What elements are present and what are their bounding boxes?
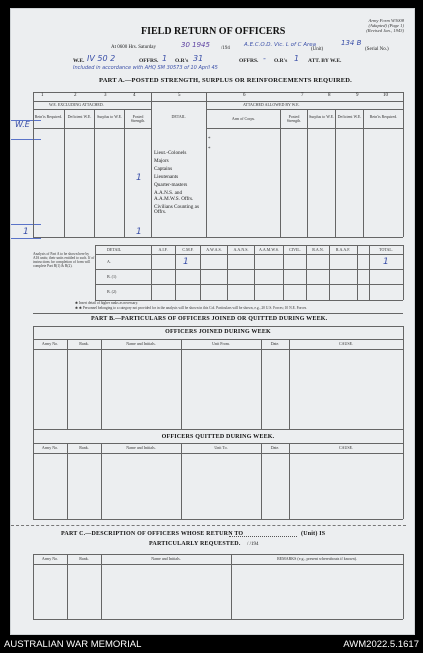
rule [33, 429, 403, 430]
analysis-row-b2: B. (2) [107, 289, 117, 294]
date-stamp: 30 1945 [181, 41, 210, 49]
quitted-col-date: Date. [270, 445, 280, 450]
unit-handwritten: A.E.C.O.D. Vic. L of C Area [244, 42, 317, 48]
serial-handwritten: 134 B [341, 39, 362, 47]
quitted-col-name: Name and Initials. [126, 445, 156, 450]
form-title: FIELD RETURN OF OFFICERS [141, 26, 286, 37]
rule [11, 120, 41, 121]
col-num-1: 1 [41, 93, 44, 98]
analysis-total-value: 1 [383, 257, 389, 267]
rule [206, 109, 403, 110]
rule [67, 443, 68, 519]
offrs-label: OFFRS. [139, 58, 159, 64]
rule [33, 92, 34, 237]
rule [181, 339, 182, 429]
rule [329, 245, 330, 300]
year-field: /194 [221, 46, 230, 51]
quitted-col-army-no: Army No. [41, 445, 59, 450]
quitted-col-unit-to: Unit To. [214, 445, 228, 450]
rule [280, 109, 281, 237]
rule [33, 349, 403, 350]
joined-col-date: Date. [270, 341, 280, 346]
rule [363, 109, 364, 237]
part-b-title: PART B.—PARTICULARS OF OFFICERS JOINED OR QUITTED DURING WEEK. [91, 316, 328, 322]
we-label: W.E. [73, 58, 85, 64]
header-surplus: Surplus to W.E. [96, 114, 123, 119]
offrs2-label: OFFRS. [239, 58, 259, 64]
adapted-label: (Adapted) (Page 1) [368, 23, 404, 29]
rule [403, 245, 404, 300]
part-c-col-army-no: Army No. [41, 556, 59, 561]
col-num-4: 4 [133, 93, 136, 98]
quitted-col-cause: CAUSE. [338, 445, 354, 450]
unit-label: (Unit) [311, 47, 324, 52]
col-num-8: 8 [328, 93, 331, 98]
rule [306, 245, 307, 300]
rank-civilians: Civilians Counting as Offrs. [154, 203, 199, 216]
we-handwritten: IV 50 2 [87, 54, 116, 63]
joined-col-army-no: Army No. [41, 341, 59, 346]
ors2-handwritten: 1 [294, 54, 300, 63]
ors-label: O.R's [175, 58, 189, 64]
rule [33, 554, 403, 555]
rule [11, 525, 406, 526]
analysis-col-aif: A.I.F. [158, 247, 168, 252]
part-c-unit-is: (Unit) IS [301, 531, 326, 537]
rule [33, 429, 34, 519]
rule [33, 519, 403, 520]
rank-majors: Majors [154, 158, 169, 165]
rule [151, 92, 152, 237]
col-num-6: 6 [243, 93, 246, 98]
serial-label: (Serial No.) [365, 47, 389, 52]
joined-col-unit-from: Unit From. [212, 341, 230, 346]
rule [369, 245, 370, 300]
header-reints-right: Rein'ts Required. [369, 114, 398, 119]
rule [307, 109, 308, 237]
rank-lieutenants: Lieutenants [154, 174, 179, 181]
rule [33, 443, 403, 444]
rank-lt-colonels: Lieut.-Colonels [154, 150, 187, 156]
analysis-col-raaf: R.A.A.F. [335, 247, 351, 252]
analysis-col-aans: A.A.N.S. [233, 247, 249, 252]
rule [175, 245, 176, 300]
header-posted: Posted Strength. [130, 114, 146, 124]
col-num-5: 5 [178, 93, 181, 98]
rule [289, 443, 290, 519]
analysis-row-b1: B. (1) [107, 274, 117, 279]
analysis-cmf-value: 1 [183, 257, 189, 267]
at-line: At 0600 Hrs. Saturday [111, 45, 156, 50]
rule [33, 109, 151, 110]
col-num-2: 2 [74, 93, 77, 98]
rule [95, 300, 403, 301]
analysis-col-aamws: A.A.M.W.S. [259, 247, 279, 252]
joined-col-cause: CAUSE. [338, 341, 354, 346]
offrs2-handwritten: - [263, 54, 266, 63]
ors2-label: O.R's [274, 58, 288, 64]
rule [151, 245, 152, 300]
rule [254, 245, 255, 300]
rule [261, 339, 262, 429]
rule [200, 245, 201, 300]
rule [33, 339, 403, 340]
rule [11, 139, 41, 140]
analysis-detail-header: DETAIL [107, 247, 122, 252]
rule [181, 443, 182, 519]
joined-col-rank: Rank. [79, 341, 89, 346]
part-c-col-remarks: REMARKS (e.g., present whereabouts if known). [277, 556, 357, 561]
rank-captains: Captains [154, 166, 173, 173]
we-margin-note: W.E [15, 120, 30, 129]
rule [33, 326, 403, 327]
rule [403, 326, 404, 429]
rank-quartermasters: Quarter-masters [154, 182, 188, 189]
bottom-left-value: 1 [23, 227, 29, 237]
rule [283, 245, 284, 300]
rule [403, 429, 404, 519]
rule [101, 554, 102, 619]
col-num-9: 9 [356, 93, 359, 98]
rule [11, 224, 41, 225]
part-a-title: PART A.—POSTED STRENGTH, SURPLUS OR REINFORCEMENTS REQUIRED. [99, 77, 352, 84]
rank-aans: A.A.N.S. and A.A.M.W.S. Offrs. [154, 190, 194, 203]
analysis-col-total: TOTAL. [379, 247, 393, 252]
rank-list [154, 149, 208, 216]
rule [227, 245, 228, 300]
quitted-title: OFFICERS QUITTED DURING WEEK. [161, 434, 275, 440]
bottom-posted-value: 1 [136, 227, 142, 237]
analysis-col-awas: A.W.A.S. [206, 247, 222, 252]
col-num-7: 7 [301, 93, 304, 98]
offrs-handwritten: 1 [162, 54, 168, 63]
joined-col-name: Name and Initials. [126, 341, 156, 346]
analysis-note: Analysis of Part A to be shown here by AIA units; their units entitled to such. If of instructions for completion of form will complete Part B(1) & B(2). [33, 252, 95, 268]
ors-handwritten: 31 [193, 54, 204, 63]
header-deficient: Deficient W.E. [67, 114, 92, 119]
header-arm-of-corps: Arm of Corps. [231, 116, 256, 121]
header-posted-right: Posted Strength. [286, 114, 302, 124]
quitted-col-rank: Rank. [79, 445, 89, 450]
col-num-3: 3 [104, 93, 107, 98]
analysis-col-ran: R.A.N. [312, 247, 324, 252]
rule [33, 128, 151, 129]
caption-left: AUSTRALIAN WAR MEMORIAL [4, 639, 142, 650]
attached-allowed-label: ATTACHED ALLOWED BY W.E. [243, 102, 300, 107]
rule [33, 453, 403, 454]
header-detail: DETAIL [171, 114, 186, 119]
rule [231, 554, 232, 619]
header-reints: Rein'ts Required. [34, 114, 63, 119]
rule [94, 109, 95, 237]
rule [289, 339, 290, 429]
rule [261, 443, 262, 519]
rule [101, 443, 102, 519]
joined-title: OFFICERS JOINED DURING WEEK [165, 329, 271, 335]
rank-asterisk: * [208, 137, 211, 142]
inclusion-note: Included in accordance with AHQ SM 30573 of 10 April 45 [73, 65, 218, 71]
rule [11, 238, 41, 239]
header-surplus-right: Surplus to W.E. [308, 114, 335, 119]
rule [33, 619, 403, 620]
header-deficient-right: Deficient W.E. [337, 114, 362, 119]
rule [95, 245, 96, 300]
part-c-title: PART C.—DESCRIPTION OF OFFICERS WHOSE RETURN TO [61, 531, 244, 537]
analysis-row-a: A. [107, 259, 111, 264]
footnote-1: ✱ Insert detail of higher ranks as necessary. [75, 301, 139, 305]
rule [403, 554, 404, 619]
rule [101, 339, 102, 429]
rule [64, 109, 65, 237]
part-c-col-rank: Rank. [79, 556, 89, 561]
revised-label: (Revised Jan., 1943) [366, 28, 404, 34]
rule [33, 313, 403, 314]
army-form-number [366, 18, 404, 33]
part-c-requested: PARTICULARLY REQUESTED. [149, 541, 241, 547]
rule [206, 128, 403, 129]
rule [335, 109, 336, 237]
form-page [10, 8, 415, 635]
rule [67, 554, 68, 619]
analysis-col-cmf: C.M.F. [182, 247, 194, 252]
rank-asterisk: * [208, 147, 211, 152]
posted-strength-value: 1 [136, 173, 142, 183]
rule [357, 245, 358, 300]
rule [67, 339, 68, 429]
col-num-10: 10 [383, 93, 388, 98]
army-form-label: Army Form W3008 [368, 18, 404, 23]
rule [33, 554, 34, 619]
rule [124, 109, 125, 237]
part-c-date-blank: / /194 [247, 542, 259, 547]
part-c-col-name: Name and Initials. [151, 556, 181, 561]
att-label: ATT. BY W.E. [308, 58, 342, 64]
part-a-top-rule [33, 92, 403, 93]
rule [33, 237, 403, 238]
analysis-col-civil: CIVIL. [289, 247, 301, 252]
rule [33, 326, 34, 429]
rule [403, 92, 404, 237]
caption-right: AWM2022.5.1617 [343, 639, 419, 650]
rule [33, 564, 403, 565]
we-excluding-label: W.E. EXCLUDING ATTACHED. [49, 102, 104, 107]
rule [229, 536, 297, 537]
footnote-2: ✱ ✱ Personnel belonging to a category not provided for in the analysis will be shown in this Col. Particulars will be shown, e.g., 20 U.S. Forces; 10 N.E. Forces. [75, 306, 308, 310]
rule [206, 92, 207, 237]
